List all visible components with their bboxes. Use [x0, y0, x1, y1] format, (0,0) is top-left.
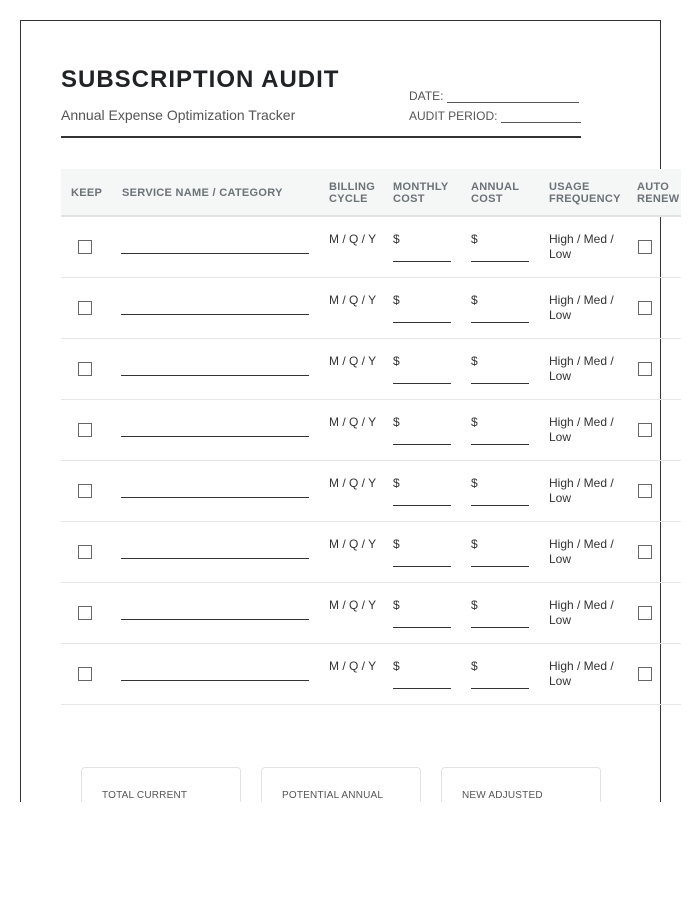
monthly-currency-symbol: $	[393, 415, 400, 429]
billing-cycle-options: M / Q / Y	[329, 537, 377, 551]
audit-period-field[interactable]	[409, 109, 581, 123]
annual-currency-symbol: $	[471, 293, 478, 307]
auto-renew-checkbox[interactable]	[638, 484, 652, 498]
billing-cycle-options: M / Q / Y	[329, 232, 377, 246]
header-billing-cycle: BILLING CYCLE	[329, 181, 376, 205]
summary-label-potential-annual: POTENTIAL ANNUAL	[282, 790, 384, 801]
monthly-currency-symbol: $	[393, 354, 400, 368]
header-divider	[61, 136, 581, 138]
usage-frequency-options: High / Med / Low	[549, 476, 614, 505]
usage-frequency-options: High / Med / Low	[549, 659, 614, 688]
table-row	[61, 339, 681, 400]
table-row	[61, 522, 681, 583]
keep-checkbox[interactable]	[78, 545, 92, 559]
usage-frequency-options: High / Med / Low	[549, 598, 614, 627]
annual-cost-field[interactable]	[471, 232, 478, 246]
monthly-cost-blank-line[interactable]	[393, 261, 451, 262]
service-name-blank-line[interactable]	[121, 497, 309, 498]
annual-cost-field[interactable]	[471, 476, 478, 490]
monthly-cost-blank-line[interactable]	[393, 383, 451, 384]
summary-label-total-current: TOTAL CURRENT	[102, 790, 188, 801]
service-name-blank-line[interactable]	[121, 558, 309, 559]
billing-cycle-options: M / Q / Y	[329, 598, 377, 612]
annual-currency-symbol: $	[471, 659, 478, 673]
monthly-currency-symbol: $	[393, 293, 400, 307]
annual-cost-blank-line[interactable]	[471, 261, 529, 262]
page-cutoff-area	[0, 802, 700, 900]
auto-renew-checkbox[interactable]	[638, 423, 652, 437]
billing-cycle-options: M / Q / Y	[329, 293, 377, 307]
service-name-blank-line[interactable]	[121, 680, 309, 681]
annual-cost-field[interactable]	[471, 537, 478, 551]
monthly-currency-symbol: $	[393, 476, 400, 490]
annual-cost-blank-line[interactable]	[471, 627, 529, 628]
annual-currency-symbol: $	[471, 598, 478, 612]
header-annual-cost: ANNUAL COST	[471, 181, 520, 205]
service-name-blank-line[interactable]	[121, 253, 309, 254]
service-name-blank-line[interactable]	[121, 314, 309, 315]
billing-cycle-options: M / Q / Y	[329, 659, 377, 673]
billing-cycle-options: M / Q / Y	[329, 476, 377, 490]
document-subtitle: Annual Expense Optimization Tracker	[61, 107, 296, 123]
monthly-cost-blank-line[interactable]	[393, 688, 451, 689]
summary-label-new-adjusted: NEW ADJUSTED	[462, 790, 543, 801]
auto-renew-checkbox[interactable]	[638, 545, 652, 559]
annual-cost-blank-line[interactable]	[471, 322, 529, 323]
header-usage-frequency: USAGE FREQUENCY	[549, 181, 621, 205]
usage-frequency-options: High / Med / Low	[549, 537, 614, 566]
usage-frequency-options: High / Med / Low	[549, 232, 614, 261]
auto-renew-checkbox[interactable]	[638, 362, 652, 376]
table-row	[61, 400, 681, 461]
keep-checkbox[interactable]	[78, 301, 92, 315]
usage-frequency-options: High / Med / Low	[549, 415, 614, 444]
table-row	[61, 278, 681, 339]
audit-period-blank-line[interactable]	[501, 110, 581, 123]
monthly-cost-field[interactable]	[393, 354, 400, 368]
date-blank-line[interactable]	[447, 90, 579, 103]
annual-currency-symbol: $	[471, 537, 478, 551]
monthly-cost-field[interactable]	[393, 598, 400, 612]
annual-cost-blank-line[interactable]	[471, 688, 529, 689]
annual-cost-blank-line[interactable]	[471, 566, 529, 567]
header-monthly-cost: MONTHLY COST	[393, 181, 449, 205]
monthly-cost-blank-line[interactable]	[393, 444, 451, 445]
keep-checkbox[interactable]	[78, 362, 92, 376]
monthly-cost-blank-line[interactable]	[393, 627, 451, 628]
keep-checkbox[interactable]	[78, 240, 92, 254]
auto-renew-checkbox[interactable]	[638, 667, 652, 681]
audit-period-label: AUDIT PERIOD:	[409, 109, 498, 123]
monthly-currency-symbol: $	[393, 537, 400, 551]
monthly-cost-blank-line[interactable]	[393, 322, 451, 323]
monthly-cost-field[interactable]	[393, 476, 400, 490]
annual-cost-blank-line[interactable]	[471, 505, 529, 506]
annual-cost-blank-line[interactable]	[471, 444, 529, 445]
table-body	[61, 217, 681, 705]
monthly-cost-blank-line[interactable]	[393, 566, 451, 567]
annual-currency-symbol: $	[471, 415, 478, 429]
table-row	[61, 644, 681, 705]
keep-checkbox[interactable]	[78, 484, 92, 498]
table-row	[61, 583, 681, 644]
document-title: SUBSCRIPTION AUDIT	[61, 66, 340, 93]
billing-cycle-options: M / Q / Y	[329, 354, 377, 368]
header-auto-renew: AUTO RENEW	[637, 181, 680, 205]
date-field[interactable]	[409, 89, 579, 103]
annual-cost-field[interactable]	[471, 659, 478, 673]
annual-cost-field[interactable]	[471, 354, 478, 368]
billing-cycle-options: M / Q / Y	[329, 415, 377, 429]
usage-frequency-options: High / Med / Low	[549, 293, 614, 322]
annual-currency-symbol: $	[471, 354, 478, 368]
monthly-currency-symbol: $	[393, 232, 400, 246]
keep-checkbox[interactable]	[78, 667, 92, 681]
annual-cost-field[interactable]	[471, 293, 478, 307]
table-row	[61, 217, 681, 278]
table-row	[61, 461, 681, 522]
date-label: DATE:	[409, 89, 444, 103]
monthly-cost-field[interactable]	[393, 293, 400, 307]
header-service-name: SERVICE NAME / CATEGORY	[122, 187, 283, 199]
monthly-currency-symbol: $	[393, 598, 400, 612]
annual-cost-field[interactable]	[471, 598, 478, 612]
keep-checkbox[interactable]	[78, 606, 92, 620]
monthly-cost-field[interactable]	[393, 659, 400, 673]
auto-renew-checkbox[interactable]	[638, 301, 652, 315]
annual-cost-blank-line[interactable]	[471, 383, 529, 384]
annual-currency-symbol: $	[471, 476, 478, 490]
service-name-blank-line[interactable]	[121, 375, 309, 376]
monthly-cost-field[interactable]	[393, 415, 400, 429]
auto-renew-checkbox[interactable]	[638, 240, 652, 254]
annual-currency-symbol: $	[471, 232, 478, 246]
usage-frequency-options: High / Med / Low	[549, 354, 614, 383]
auto-renew-checkbox[interactable]	[638, 606, 652, 620]
subscription-table	[61, 169, 681, 705]
service-name-blank-line[interactable]	[121, 619, 309, 620]
monthly-currency-symbol: $	[393, 659, 400, 673]
monthly-cost-field[interactable]	[393, 537, 400, 551]
keep-checkbox[interactable]	[78, 423, 92, 437]
annual-cost-field[interactable]	[471, 415, 478, 429]
monthly-cost-blank-line[interactable]	[393, 505, 451, 506]
service-name-blank-line[interactable]	[121, 436, 309, 437]
monthly-cost-field[interactable]	[393, 232, 400, 246]
table-header	[61, 169, 681, 217]
header-keep: KEEP	[71, 187, 103, 199]
